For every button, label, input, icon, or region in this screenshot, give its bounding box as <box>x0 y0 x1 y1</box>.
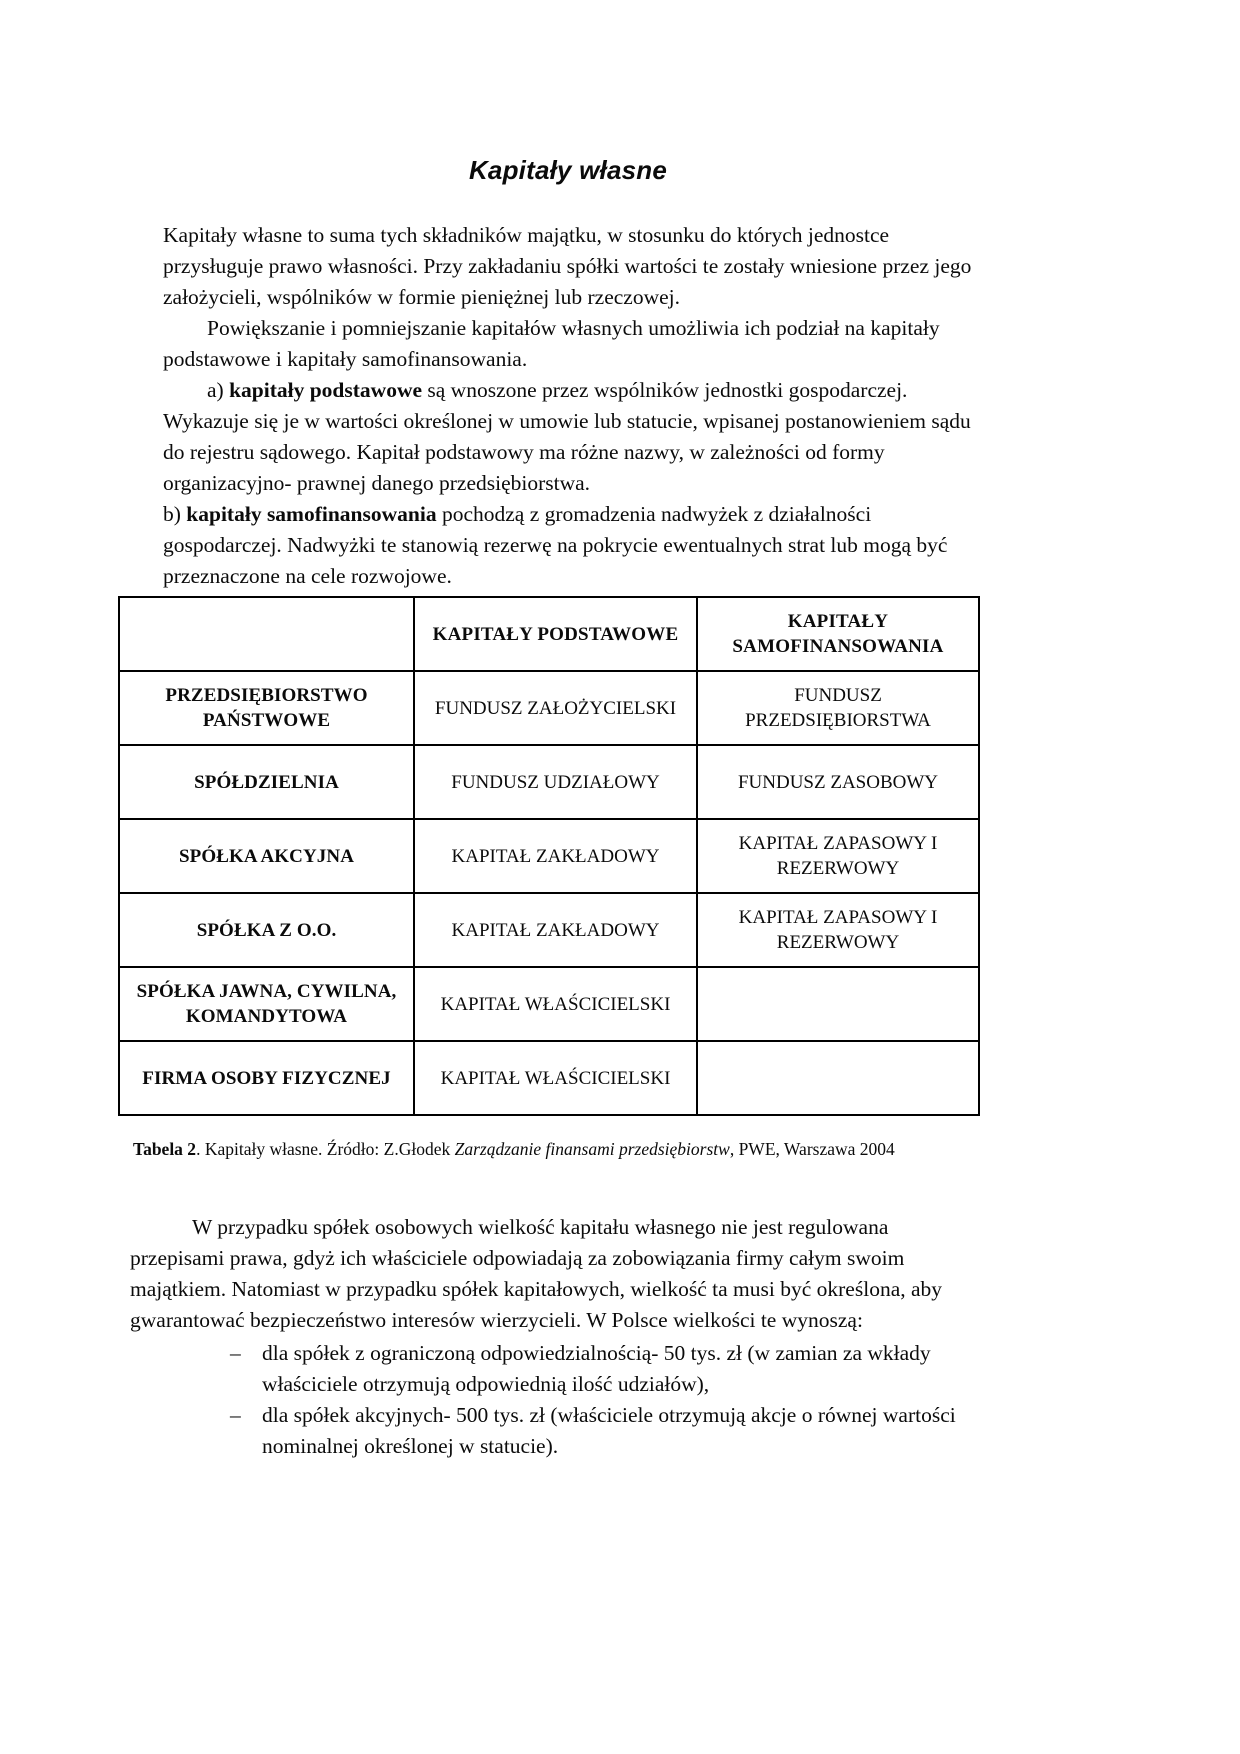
dash-bullet-icon: – <box>230 1403 241 1427</box>
capital-table <box>118 596 980 1116</box>
item-a-term: kapitały podstawowe <box>229 378 423 402</box>
table-cell-self-financing: KAPITAŁ ZAPASOWY I REZERWOWY <box>697 893 979 967</box>
caption-label: Tabela 2 <box>133 1139 197 1159</box>
table-cell-entity-type: PRZEDSIĘBIORSTWO PAŃSTWOWE <box>119 671 414 745</box>
table-header-self-financing-capital: KAPITAŁY SAMOFINANSOWANIA <box>697 597 979 671</box>
table-row <box>119 819 979 893</box>
table-row <box>119 1041 979 1115</box>
table-cell-entity-type: SPÓŁKA AKCYJNA <box>119 819 414 893</box>
table-cell-basic-capital: KAPITAŁ ZAKŁADOWY <box>414 893 697 967</box>
table-cell-self-financing: KAPITAŁ ZAPASOWY I REZERWOWY <box>697 819 979 893</box>
thresholds-list <box>130 1338 975 1462</box>
table-corner-cell <box>119 597 414 671</box>
item-b-rest: pochodzą z gromadzenia nadwyżek z działalności gospodarczej. Nadwyżki te stanowią rezerwę na pokrycie ewentualnych strat lub mogą być przeznaczone na cele rozwojowe. <box>163 502 948 588</box>
table-header-row <box>119 597 979 671</box>
table-cell-basic-capital: FUNDUSZ UDZIAŁOWY <box>414 745 697 819</box>
list-item-label: dla spółek akcyjnych- 500 tys. zł (właściciele otrzymują akcje o równej wartości nominalnej określonej w statucie). <box>262 1403 956 1458</box>
table-cell-basic-capital: KAPITAŁ WŁAŚCICIELSKI <box>414 967 697 1041</box>
paragraph-intro-2: Powiększanie i pomniejszanie kapitałów własnych umożliwia ich podział na kapitały podstawowe i kapitały samofinansowania. <box>163 316 940 371</box>
item-b-marker: b) <box>163 502 187 526</box>
caption-source-title: Zarządzanie finansami przedsiębiorstw <box>454 1139 730 1159</box>
table-cell-entity-type: FIRMA OSOBY FIZYCZNEJ <box>119 1041 414 1115</box>
capital-table-container <box>118 596 978 1116</box>
item-a-marker: a) <box>207 378 230 402</box>
caption-text-1: . Kapitały własne. Źródło: Z.Głodek <box>196 1139 455 1159</box>
table-header-basic-capital: KAPITAŁY PODSTAWOWE <box>414 597 697 671</box>
table-row <box>119 745 979 819</box>
table-cell-self-financing: FUNDUSZ ZASOBOWY <box>697 745 979 819</box>
table-cell-basic-capital: KAPITAŁ WŁAŚCICIELSKI <box>414 1041 697 1115</box>
intro-section <box>163 220 973 592</box>
paragraph-closing: W przypadku spółek osobowych wielkość kapitału własnego nie jest regulowana przepisami prawa, gdyż ich właściciele odpowiadają za zobowiązania firmy całym swoim majątkiem. Natomiast w przypadku spółek kapitałowych, wielkość ta musi być określona, aby gwarantować bezpieczeństwo interesów wierzycieli. W Polsce wielkości te wynoszą: <box>130 1215 943 1332</box>
item-a-rest: są wnoszone przez wspólników jednostki gospodarczej. Wykazuje się je w wartości określonej w umowie lub statucie, wpisanej postanowieniem sądu do rejestru sądowego. Kapitał podstawowy ma różne nazwy, w zależności od formy organizacyjno- prawnej danego przedsiębiorstwa. <box>163 378 971 495</box>
table-cell-entity-type: SPÓŁKA Z O.O. <box>119 893 414 967</box>
table-cell-self-financing: FUNDUSZ PRZEDSIĘBIORSTWA <box>697 671 979 745</box>
paragraph-item-a <box>163 375 973 499</box>
item-b-term: kapitały samofinansowania <box>186 502 437 526</box>
table-cell-self-financing <box>697 1041 979 1115</box>
table-cell-basic-capital: KAPITAŁ ZAKŁADOWY <box>414 819 697 893</box>
dash-bullet-icon: – <box>230 1341 241 1365</box>
table-cell-entity-type: SPÓŁKA JAWNA, CYWILNA, KOMANDYTOWA <box>119 967 414 1041</box>
paragraph-intro-1: Kapitały własne to suma tych składników majątku, w stosunku do których jednostce przysługuje prawo własności. Przy zakładaniu spółki wartości te zostały wniesione przez jego założycieli, wspólników w formie pieniężnej lub rzeczowej. <box>163 223 972 309</box>
table-row <box>119 967 979 1041</box>
list-item <box>130 1338 975 1400</box>
closing-section <box>130 1212 975 1462</box>
table-row <box>119 893 979 967</box>
paragraph-item-b <box>163 499 973 592</box>
table-cell-entity-type: SPÓŁDZIELNIA <box>119 745 414 819</box>
table-caption <box>133 1137 993 1161</box>
table-cell-basic-capital: FUNDUSZ ZAŁOŻYCIELSKI <box>414 671 697 745</box>
document-body <box>163 0 973 592</box>
table-row <box>119 671 979 745</box>
caption-text-2: , PWE, Warszawa 2004 <box>729 1139 895 1159</box>
list-item <box>130 1400 975 1462</box>
page-title: Kapitały własne <box>468 155 668 185</box>
table-cell-self-financing <box>697 967 979 1041</box>
list-item-label: dla spółek z ograniczoną odpowiedzialnością- 50 tys. zł (w zamian za wkłady właściciele otrzymują odpowiednią ilość udziałów), <box>262 1341 931 1396</box>
